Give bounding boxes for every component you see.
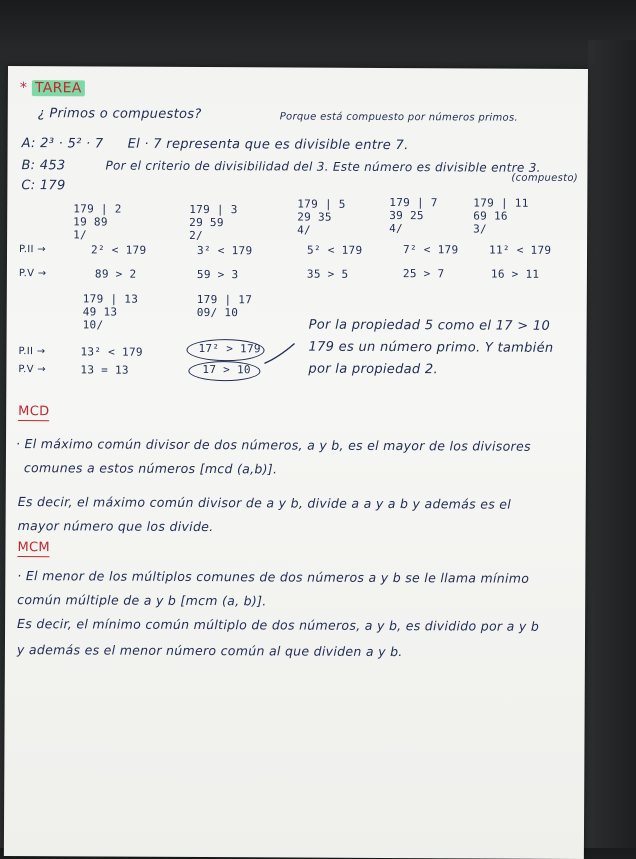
pv-11: 16 > 11 — [490, 267, 540, 281]
mcm-line-4: y además es el menor número común al que dividen a y b. — [16, 642, 403, 660]
item-b-note: (compuesto) — [511, 172, 579, 184]
pii-label: P.II → — [19, 244, 46, 256]
pv-5: 35 > 5 — [306, 267, 349, 281]
mcm-line-1: · El menor de los múltiplos comunes de dos números a y b se le llama mínimo — [17, 568, 530, 586]
division-5: 179 | 5 29 35 4/ — [297, 197, 346, 237]
pii-13: 13² < 179 — [80, 345, 143, 359]
pii-5: 5² < 179 — [307, 243, 363, 257]
desk-background — [588, 40, 636, 848]
item-c-label: C: 179 — [21, 178, 66, 194]
conclusion-line-2: 179 es un número primo. Y también — [308, 339, 554, 356]
pv-13: 13 = 13 — [80, 363, 129, 377]
division-3: 179 | 3 29 59 2/ — [189, 202, 238, 243]
star-mark: * — [19, 80, 28, 97]
mcm-title: MCM — [17, 540, 50, 556]
pv-3: 59 > 3 — [196, 267, 239, 282]
notebook-page — [4, 66, 588, 859]
conclusion-line-3: por la propiedad 2. — [308, 361, 438, 378]
mcd-line-1: · El máximo común divisor de dos números, a y b, es el mayor de los divisores — [15, 436, 531, 454]
pv-2: 89 > 2 — [94, 267, 137, 281]
mcm-line-2: común múltiple de a y b [mcm (a, b)]. — [17, 592, 267, 609]
pii-3: 3² < 179 — [197, 243, 253, 258]
division-2: 179 | 2 19 89 1/ — [73, 202, 122, 242]
division-11: 179 | 11 69 16 3/ — [473, 196, 529, 236]
pii-11: 11² < 179 — [489, 243, 552, 257]
division-13: 179 | 13 49 13 10/ — [82, 292, 139, 332]
pv-7: 25 > 7 — [402, 267, 445, 281]
pii-label-13: P.II → — [18, 346, 46, 358]
mcd-line-3: Es decir, el máximo común divisor de a y b, divide a a y a b y además es el — [17, 494, 512, 512]
connector-curve — [6, 66, 588, 469]
circled-17-squared: 17² > 179 — [198, 342, 261, 356]
arrow-note: Porque está compuesto por números primos. — [279, 111, 518, 124]
division-7: 179 | 7 39 25 4/ — [389, 195, 438, 236]
item-b-text: Por el criterio de divisibilidad del 3. Este número es divisible entre 3. — [105, 158, 541, 175]
circled-17-gt-10: 17 > 10 — [202, 363, 251, 377]
pii-7: 7² < 179 — [403, 243, 459, 257]
conclusion-line-1: Por la propiedad 5 como el 17 > 10 — [308, 317, 551, 334]
pv-label: P.V → — [18, 268, 47, 280]
division-17: 179 | 17 09/ 10 — [196, 292, 253, 320]
mcd-line-2: comunes a estos números [mcd (a,b)]. — [23, 460, 278, 477]
question-text: ¿ Primos o compuestos? — [37, 106, 202, 123]
item-a-label: A: 2³ · 5² · 7 — [21, 136, 104, 152]
pv-label-13: P.V → — [18, 364, 47, 376]
pii-2: 2² < 179 — [91, 243, 147, 257]
mcd-line-4: mayor número que los divide. — [17, 518, 214, 535]
item-a-text: El · 7 representa que es divisible entre 7. — [127, 136, 409, 154]
mcd-title: MCD — [18, 404, 50, 420]
mcm-line-3: Es decir, el mínimo común múltiplo de dos números, a y b, es dividido por a y b — [17, 616, 540, 634]
item-b-label: B: 453 — [21, 158, 66, 174]
heading-title: TAREA — [32, 80, 85, 96]
